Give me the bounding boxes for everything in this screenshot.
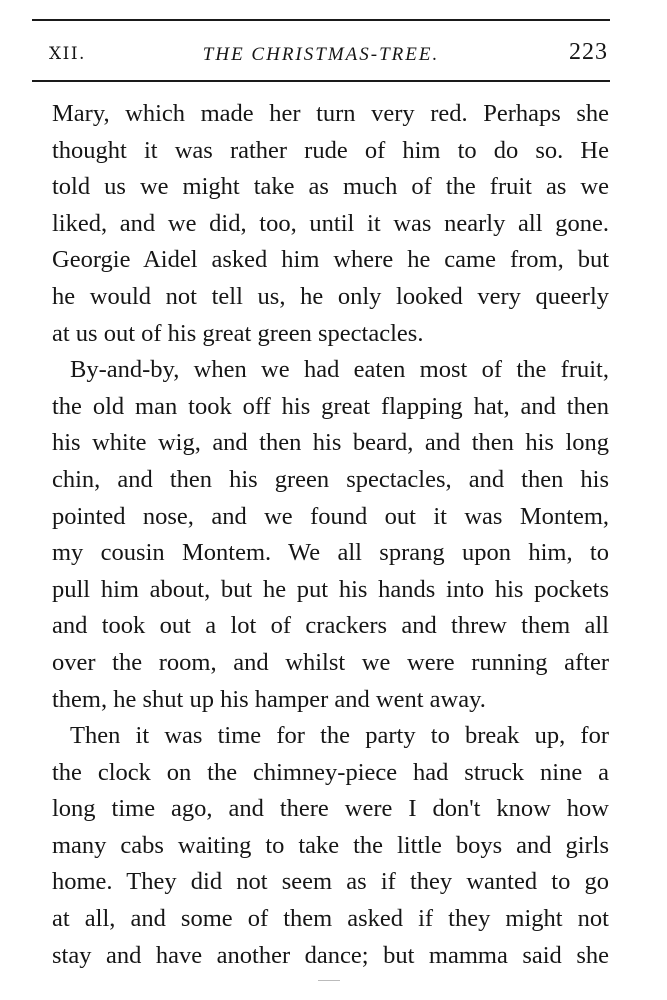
text-line: at all, and some of them asked if they might not: [52, 905, 609, 933]
text-line: thought it was rather rude of him to do so. He: [52, 136, 609, 164]
text-line: By-and-by, when we had eaten most of the fruit,: [70, 356, 609, 384]
text-line: long time ago, and there were I don't know how: [52, 795, 609, 823]
text-line: chin, and then his green spectacles, and then his: [52, 465, 609, 493]
text-line: liked, and we did, too, until it was nearly all gone.: [52, 209, 609, 237]
text-line: many cabs waiting to take the little boys and girls: [52, 831, 609, 859]
text-line: pointed nose, and we found out it was Montem,: [52, 502, 609, 530]
text-line: Mary, which made her turn very red. Perhaps she: [52, 100, 609, 127]
text-line: pull him about, but he put his hands into his pockets: [52, 575, 609, 603]
chapter-number: XII.: [49, 44, 86, 64]
text-line: told us we might take as much of the fruit as we: [52, 173, 609, 201]
text-line: the old man took off his great flapping hat, and then: [52, 392, 609, 420]
text-line: Georgie Aidel asked him where he came from, but: [52, 246, 609, 274]
text-line: home. They did not seem as if they wanted to go: [52, 868, 609, 896]
text-line: stay and have another dance; but mamma said she: [52, 941, 609, 969]
header-bottom-rule: [32, 80, 610, 82]
header-top-rule: [32, 19, 610, 21]
text-line: his white wig, and then his beard, and then his long: [52, 429, 609, 457]
body-text: [52, 96, 609, 974]
running-header: [32, 38, 610, 70]
text-line: Then it was time for the party to break up, for: [70, 722, 609, 750]
signature-mark: [318, 980, 340, 981]
running-title: THE CHRISTMAS-TREE.: [202, 44, 440, 65]
text-line: the clock on the chimney-piece had struck nine a: [52, 758, 609, 786]
page-number: 223: [569, 39, 608, 65]
text-line: he would not tell us, he only looked very queerly: [52, 282, 609, 310]
text-line: over the room, and whilst we were running after: [52, 648, 609, 676]
text-line: and took out a lot of crackers and threw them all: [52, 612, 609, 640]
text-line: my cousin Montem. We all sprang upon him, to: [52, 539, 609, 567]
text-line: them, he shut up his hamper and went away.: [52, 685, 486, 713]
text-line: at us out of his great green spectacles.: [52, 319, 424, 347]
